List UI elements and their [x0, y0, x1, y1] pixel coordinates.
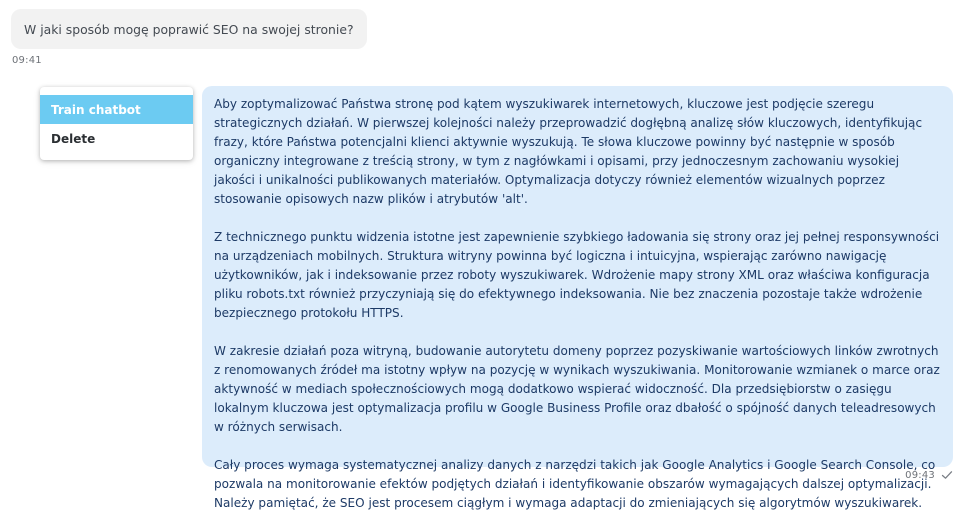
menu-item-label: Train chatbot: [51, 102, 141, 117]
menu-item-delete[interactable]: [40, 124, 193, 153]
user-message-text: W jaki sposób mogę poprawić SEO na swojej stronie?: [24, 21, 354, 37]
bot-message-meta: [905, 469, 953, 481]
menu-item-train-chatbot[interactable]: [40, 95, 193, 124]
user-message-time: 09:41: [12, 55, 42, 66]
check-icon: [941, 469, 953, 481]
bot-message-time: 09:43: [905, 469, 935, 481]
message-context-menu: [40, 87, 193, 160]
bot-message-paragraph: Cały proces wymaga systematycznej analizy danych z narzędzi takich jak Google Analytics i Google Search Console, co pozwala na monitorowanie efektów podjętych działań i identyfikowanie obszarów wymagających dalszej optymalizacji. Należy pamiętać, że SEO jest procesem ciągłym i wymaga adaptacji do zmieniających się algorytmów wyszukiwarek.: [214, 458, 936, 510]
bot-message-paragraph: W zakresie działań poza witryną, budowanie autorytetu domeny poprzez pozyskiwanie wartościowych linków zwrotnych z renomowanych źródeł ma istotny wpływ na pozycję w wynikach wyszukiwania. Monitorowanie wzmianek o marce oraz aktywność w mediach społecznościowych mogą dodatkowo wspierać widoczność. Dla przedsiębiorstw o zasięgu lokalnym kluczowa jest optymalizacja profilu w Google Business Profile oraz dbałość o spójność danych teleadresowych w różnych serwisach.: [214, 344, 940, 434]
bot-message-paragraph: Z technicznego punktu widzenia istotne jest zapewnienie szybkiego ładowania się strony oraz jej pełnej responsywności na urządzeniach mobilnych. Struktura witryny powinna być logiczna i intuicyjna, wspierając zarówno nawigację użytkowników, jak i indeksowanie przez roboty wyszukiwarek. Wdrożenie mapy strony XML oraz właściwa konfiguracja pliku robots.txt również przyczyniają się do efektywnego indeksowania. Nie bez znaczenia pozostaje także wdrożenie bezpiecznego protokołu HTTPS.: [214, 230, 940, 320]
menu-item-label: Delete: [51, 131, 96, 146]
user-message-bubble[interactable]: [11, 9, 367, 49]
bot-message-paragraph: Aby zoptymalizować Państwa stronę pod kątem wyszukiwarek internetowych, kluczowe jest podjęcie szeregu strategicznych działań. W pierwszej kolejności należy przeprowadzić dogłębną analizę słów kluczowych, identyfikując frazy, które Państwa potencjalni klienci aktywnie wyszukują. Te słowa kluczowe powinny być następnie w sposób organiczny integrowane z treścią strony, w tym z nagłówkami i opisami, przy jednoczesnym zachowaniu wysokiej jakości i unikalności publikowanych materiałów. Optymalizacja dotyczy również elementów wizualnych poprzez stosowanie opisowych nazw plików i atrybutów 'alt'.: [214, 97, 923, 206]
